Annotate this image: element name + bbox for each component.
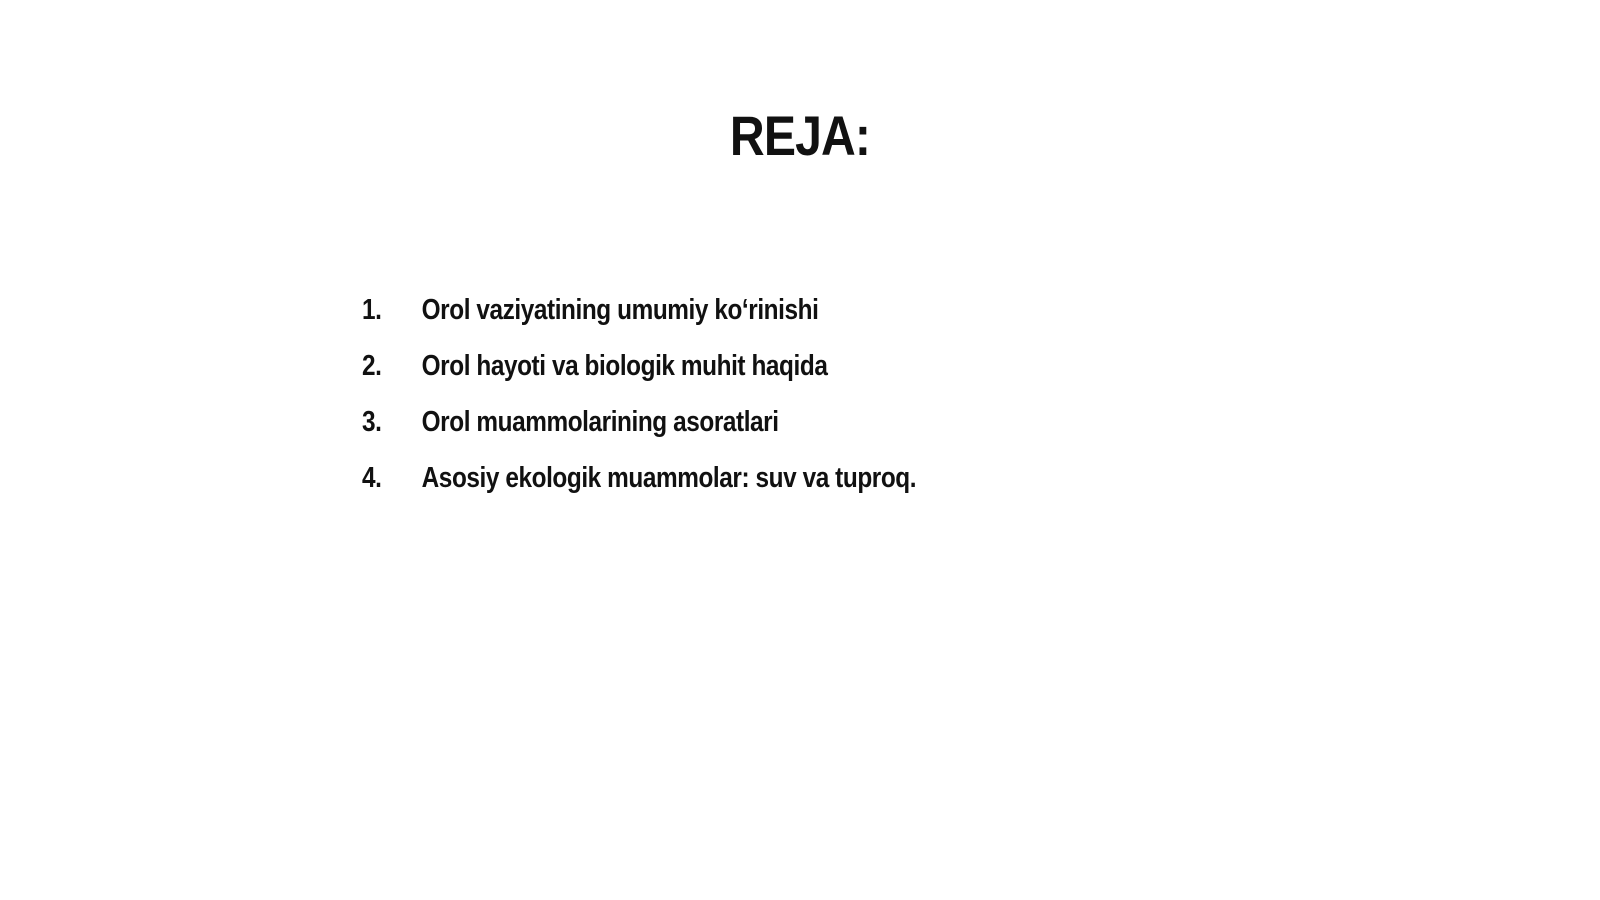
- list-item-text: Orol vaziyatining umumiy ko‘rinishi: [421, 294, 819, 326]
- list-item-text: Orol hayoti va biologik muhit haqida: [421, 350, 828, 382]
- list-item-number: 1.: [362, 294, 382, 326]
- list-item-text: Orol muammolarining asoratlari: [421, 406, 779, 438]
- list-item-number: 2.: [362, 350, 382, 382]
- slide-title: REJA:: [729, 104, 871, 167]
- list-item: [362, 402, 916, 458]
- plan-list: [362, 290, 1022, 514]
- list-item: [362, 290, 916, 346]
- list-item-number: 3.: [362, 406, 382, 438]
- list-item: [362, 458, 916, 514]
- list-item-text: Asosiy ekologik muammolar: suv va tuproq.: [421, 462, 917, 494]
- list-item: [362, 346, 916, 402]
- list-item-number: 4.: [362, 462, 382, 494]
